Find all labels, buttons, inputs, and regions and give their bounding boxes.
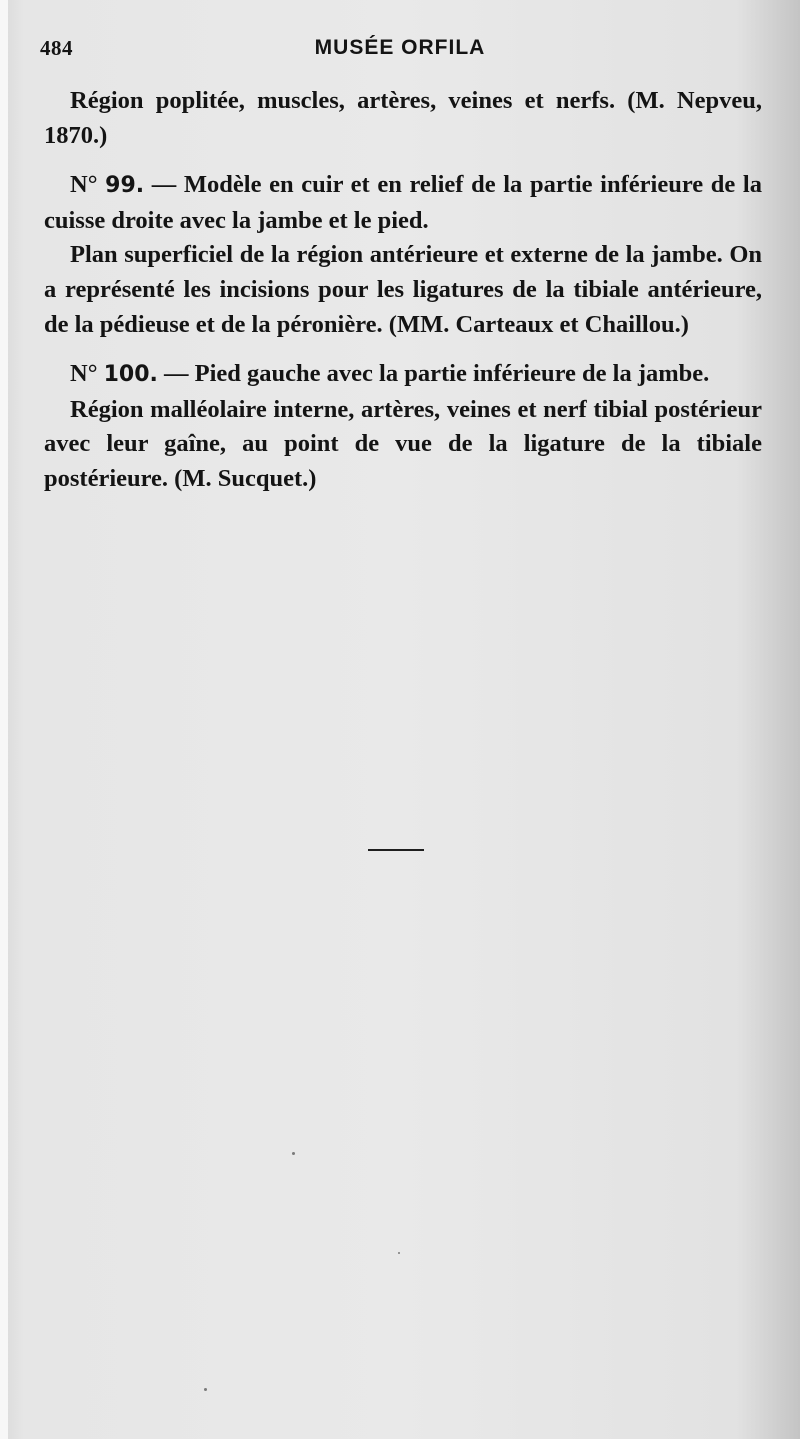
entry-number-prefix: N°: [70, 171, 106, 199]
entry-number: 100.: [103, 362, 158, 388]
entry-100: [44, 357, 762, 393]
entry-text: — Modèle en cuir et en relief de la partie inférieure de la cuisse droite avec la jambe et le pied.: [44, 171, 762, 234]
section-divider: [368, 849, 424, 851]
entry-number-prefix: N°: [70, 360, 104, 388]
entry-number: 99.: [105, 173, 145, 199]
paragraph-text: Région poplitée, muscles, artères, veines et nerfs. (M. Nepveu, 1870.): [44, 87, 762, 149]
paper-speck: [204, 1388, 207, 1391]
paragraph-text: Région malléolaire interne, artères, veines et nerf tibial postérieur avec leur gaîne, au point de vue de la ligature de la tibiale postérieure. (M. Sucquet.): [44, 395, 762, 492]
page-number: 484: [40, 36, 73, 60]
paragraph-region-poplitee: [44, 84, 762, 153]
paper-speck: [398, 1252, 400, 1254]
running-title: MUSÉE ORFILA: [314, 36, 486, 59]
entry-99: [44, 168, 762, 238]
entry-text: — Pied gauche avec la partie inférieure de la jambe.: [157, 360, 710, 388]
body-text: [44, 84, 762, 497]
paper-speck: [292, 1152, 295, 1155]
paragraph-plan-superficiel: [44, 238, 762, 342]
paragraph-region-malleolaire: [44, 393, 762, 497]
page-header: [40, 36, 760, 62]
paragraph-text: Plan superficiel de la région antérieure et externe de la jambe. On a représenté les incisions pour les ligatures de la tibiale antérieure, de la pédieuse et de la péronière. (MM. Carteaux et Chaillou.): [44, 241, 762, 338]
